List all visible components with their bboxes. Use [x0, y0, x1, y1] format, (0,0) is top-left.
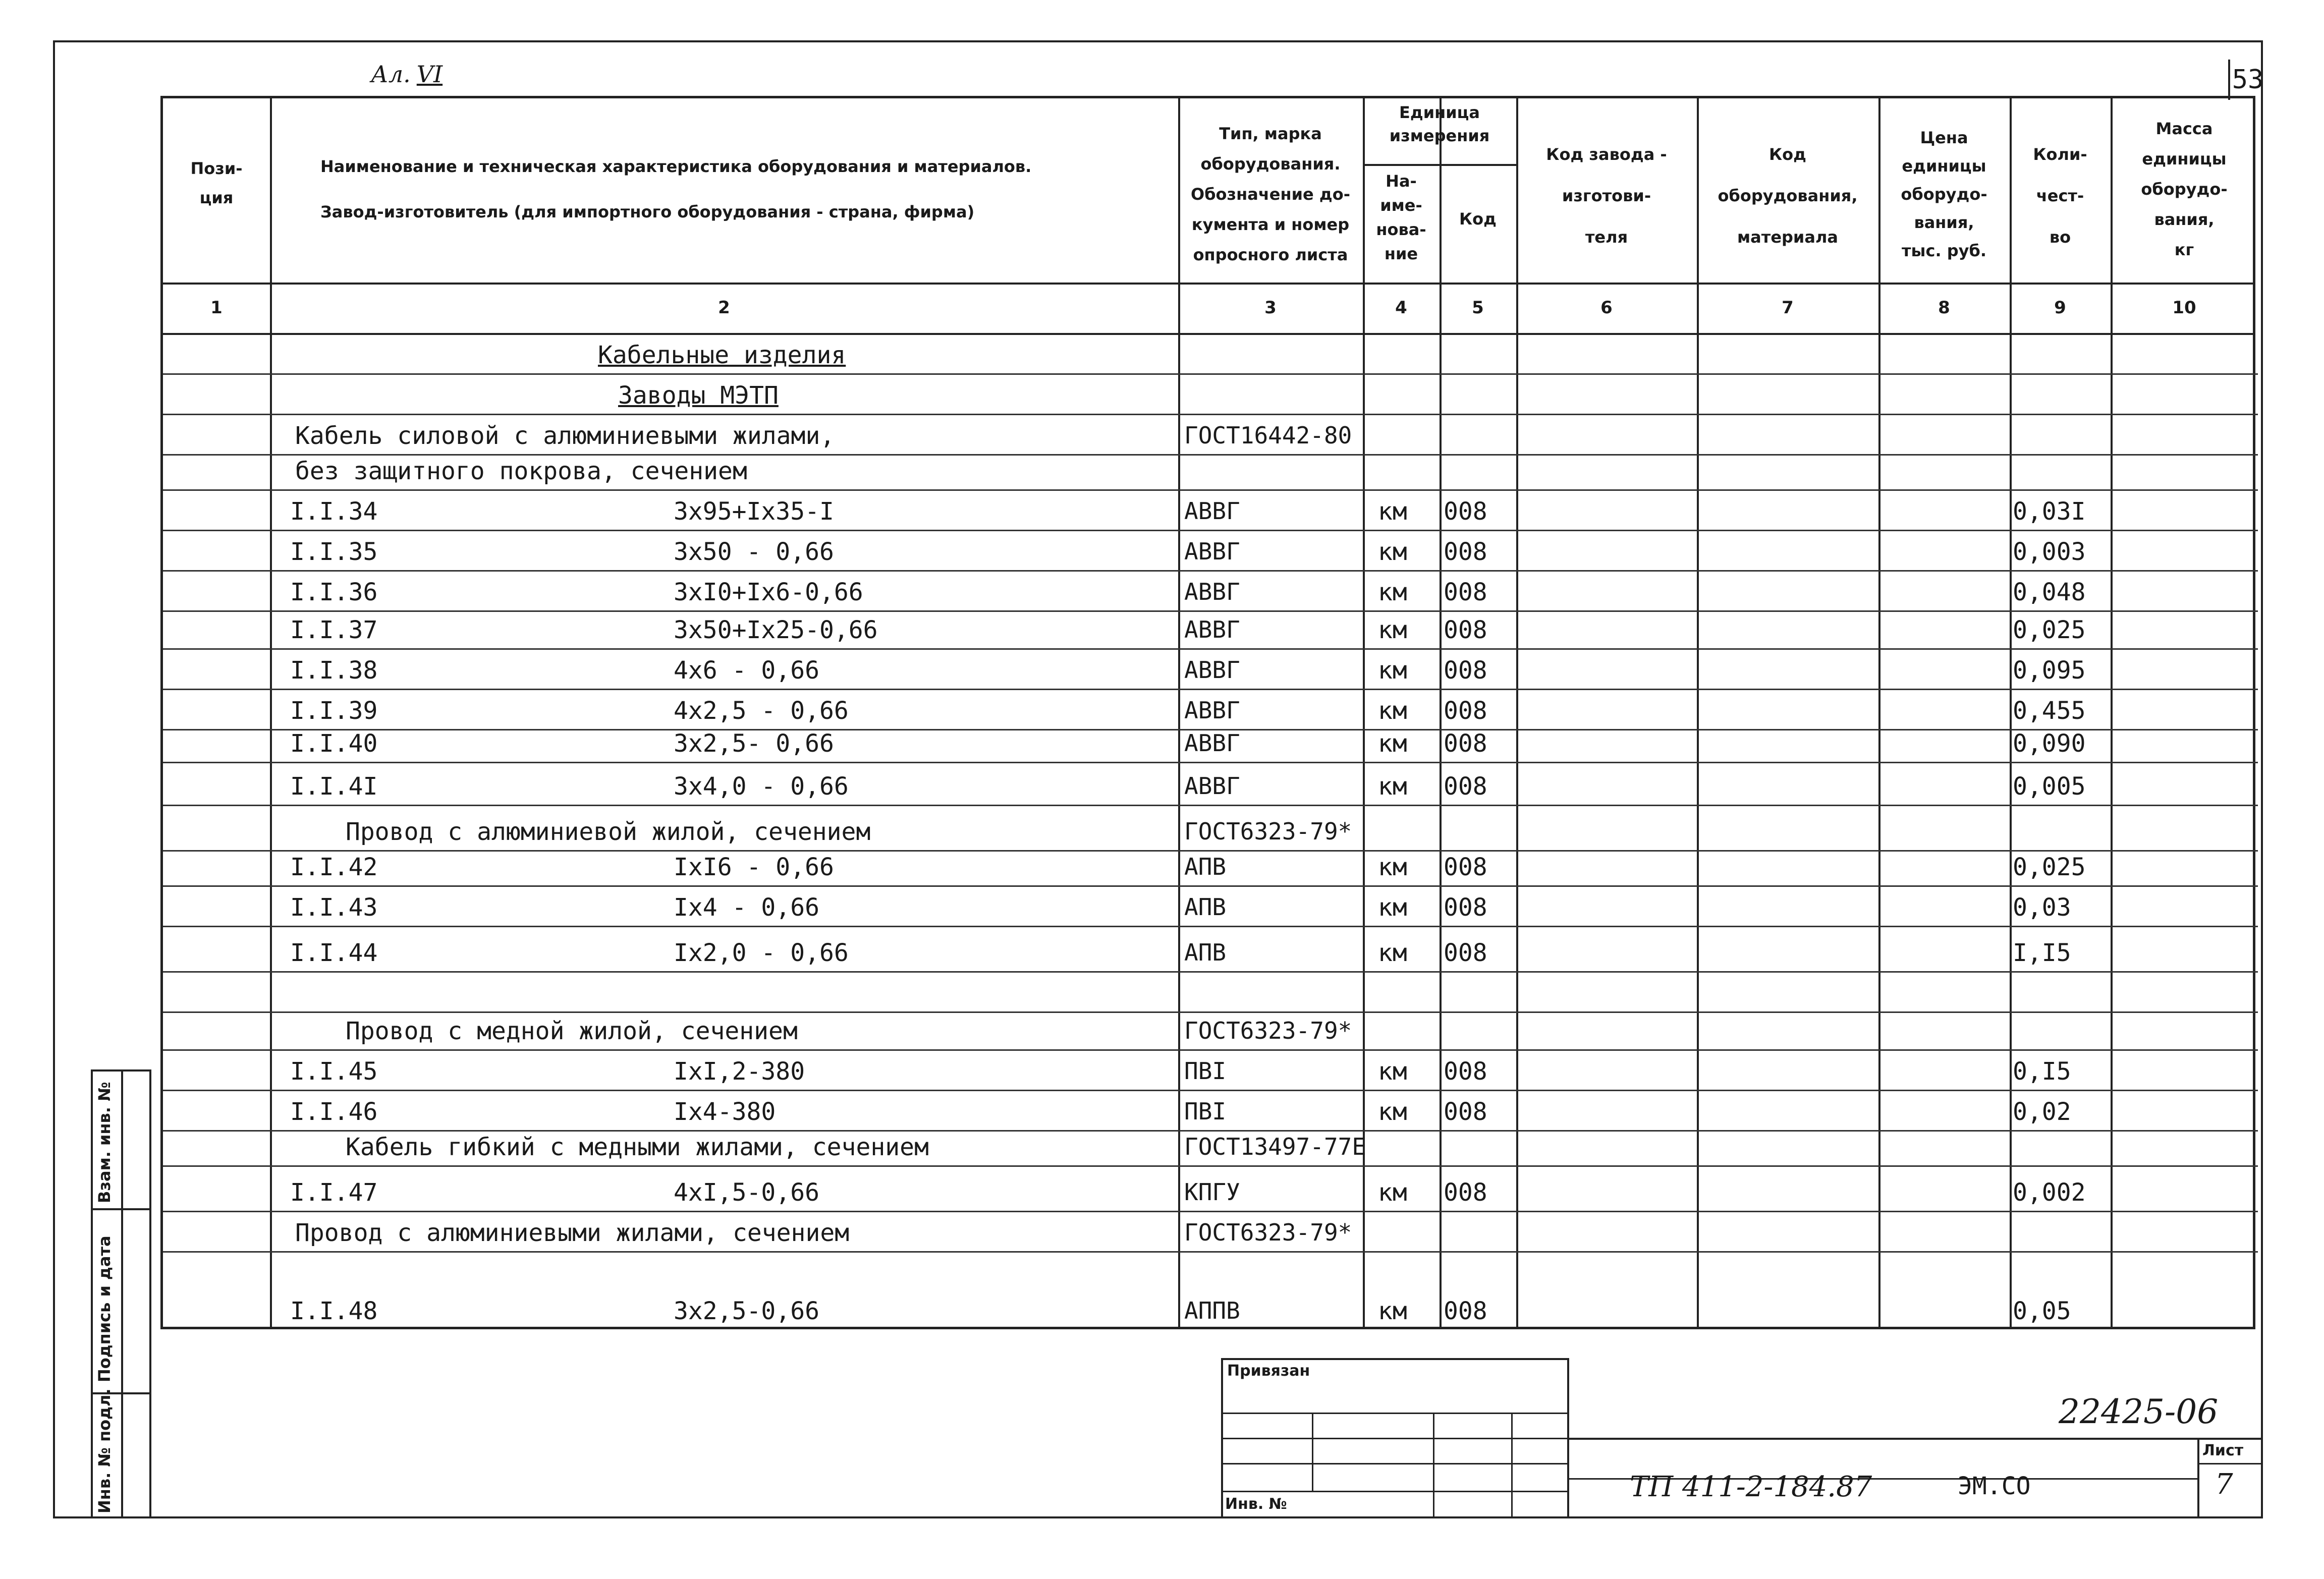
row-position: I.I.39: [290, 697, 378, 725]
row-unit: км: [1378, 538, 1407, 566]
row-type-mark: КПГУ: [1184, 1178, 1240, 1206]
row-unit: км: [1378, 656, 1407, 685]
header-plant-code-line: Код завода -: [1546, 145, 1667, 164]
header-unit-name-line: ние: [1384, 244, 1418, 263]
row-position: I.I.37: [290, 616, 378, 644]
stamp-sheet-hline: [2197, 1463, 2263, 1464]
row-name: Провод с алюминиевой жилой, сечением: [346, 818, 871, 846]
header-price: [1878, 124, 2010, 265]
header-quantity: [2010, 134, 2111, 258]
table-row-rule: [163, 373, 2258, 375]
section-code: ЭМ.СО: [1958, 1472, 2031, 1500]
table-row-rule: [163, 926, 2258, 927]
header-mass-line: вания,: [2154, 210, 2215, 229]
row-unit-code: 008: [1444, 1057, 1487, 1086]
side-label-inv-orig: Инв. № подл.: [95, 1388, 114, 1513]
row-name: без защитного покрова, сечением: [295, 457, 747, 485]
row-position: I.I.46: [290, 1098, 378, 1126]
row-type-mark: АВВГ: [1184, 616, 1240, 643]
row-unit-code: 008: [1444, 729, 1487, 758]
row-type-mark: АВВГ: [1184, 772, 1240, 800]
header-price-line: оборудо-: [1901, 185, 1987, 204]
row-cross-section: 4хI,5-0,66: [674, 1178, 819, 1207]
row-quantity: 0,05: [2013, 1297, 2071, 1325]
stamp-sheet-vline: [2197, 1438, 2199, 1518]
row-position: I.I.38: [290, 656, 378, 685]
row-cross-section: 3х50 - 0,66: [674, 538, 834, 566]
row-unit: км: [1378, 578, 1407, 606]
header-material-code-line: Код: [1769, 145, 1806, 164]
row-name: Провод с алюминиевыми жилами, сечением: [295, 1219, 850, 1247]
row-position: I.I.34: [290, 497, 378, 526]
row-cross-section: Iх2,0 - 0,66: [674, 939, 849, 967]
row-unit-code: 008: [1444, 656, 1487, 685]
header-position-line: ция: [199, 188, 234, 207]
table-row-rule: [163, 1211, 2258, 1212]
row-quantity: 0,025: [2013, 616, 2086, 644]
row-unit: км: [1378, 1057, 1407, 1086]
row-quantity: 0,090: [2013, 729, 2086, 758]
sheet-number: 7: [2215, 1468, 2233, 1501]
row-position: I.I.35: [290, 538, 378, 566]
header-unit-name: [1363, 169, 1440, 266]
header-plant-code-line: изготови-: [1562, 186, 1651, 205]
header-price-line: тыс. руб.: [1901, 241, 1986, 260]
header-position-line: Пози-: [190, 159, 243, 178]
row-quantity: 0,003: [2013, 538, 2086, 566]
row-heading: Заводы МЭТП: [618, 381, 779, 410]
header-position: [163, 154, 270, 212]
stamp-bound-label: Привязан: [1227, 1362, 1310, 1380]
stamp-inv-label: Инв. №: [1225, 1495, 1287, 1513]
side-label-sign-date: Подпись и дата: [95, 1235, 114, 1382]
header-unit-line: Единица: [1399, 103, 1480, 122]
table-row-rule: [163, 1011, 2258, 1013]
table-row-rule: [163, 689, 2258, 690]
header-unit: [1363, 101, 1516, 147]
table-row-rule: [163, 570, 2258, 572]
row-cross-section: 3х4,0 - 0,66: [674, 772, 849, 801]
row-unit-code: 008: [1444, 1178, 1487, 1207]
table-row-rule: [163, 1251, 2258, 1253]
header-type-line: оборудования.: [1200, 154, 1341, 174]
header-mass-line: единицы: [2142, 149, 2227, 168]
row-unit: км: [1378, 1098, 1407, 1126]
row-unit: км: [1378, 616, 1407, 644]
row-cross-section: 3х50+Iх25-0,66: [674, 616, 878, 644]
header-plant-code-line: теля: [1585, 228, 1628, 247]
header-material-code-line: материала: [1737, 228, 1838, 247]
document-code: ТП 411-2-184.87: [1630, 1471, 1872, 1503]
header-price-line: вания,: [1914, 213, 1974, 232]
header-price-line: единицы: [1902, 156, 1986, 176]
row-unit-code: 008: [1444, 1297, 1487, 1325]
header-type: [1178, 119, 1363, 270]
row-type-mark: ПВI: [1184, 1057, 1227, 1085]
header-type-line: Обозначение до-: [1191, 185, 1350, 204]
row-type-mark: АППВ: [1184, 1297, 1240, 1324]
stamp-line: [1221, 1491, 1569, 1492]
stamp-line: [1221, 1438, 1569, 1439]
header-material-code-line: оборудования,: [1718, 186, 1858, 205]
row-cross-section: 4х6 - 0,66: [674, 656, 819, 685]
row-quantity: 0,I5: [2013, 1057, 2071, 1086]
side-label-replaced-inv: Взам. инв. №: [95, 1082, 114, 1203]
row-unit-code: 008: [1444, 697, 1487, 725]
header-name-line: Наименование и техническая характеристика оборудования и материалов.: [320, 157, 1032, 176]
sheet-label: Лист: [2202, 1442, 2244, 1459]
row-type-mark: АВВГ: [1184, 729, 1240, 757]
row-unit: км: [1378, 697, 1407, 725]
row-type-mark: АПВ: [1184, 939, 1227, 966]
row-unit: км: [1378, 729, 1407, 758]
row-unit: км: [1378, 853, 1407, 881]
page-number: 53: [2228, 60, 2265, 100]
row-position: I.I.48: [290, 1297, 378, 1325]
stamp-vline: [1511, 1413, 1513, 1518]
row-quantity: 0,02: [2013, 1098, 2071, 1126]
row-type-mark: ГОСТ6323-79*: [1184, 1017, 1352, 1044]
stamp-line: [1221, 1413, 1569, 1414]
row-quantity: 0,048: [2013, 578, 2086, 606]
unit-header-rule: [1363, 164, 1516, 166]
header-type-line: кумента и номер: [1191, 215, 1350, 234]
row-name: Кабель гибкий с медными жилами, сечением: [346, 1133, 929, 1161]
row-position: I.I.40: [290, 729, 378, 758]
header-unit-line: измерения: [1389, 126, 1490, 145]
row-quantity: 0,03: [2013, 893, 2071, 922]
row-heading: Кабельные изделия: [598, 341, 846, 369]
row-quantity: 0,002: [2013, 1178, 2086, 1207]
column-number: 7: [1782, 298, 1794, 318]
table-row-rule: [163, 1049, 2258, 1051]
row-type-mark: ГОСТ6323-79*: [1184, 1219, 1352, 1246]
header-mass-line: кг: [2174, 240, 2194, 259]
row-unit: км: [1378, 893, 1407, 922]
row-cross-section: IхI,2-380: [674, 1057, 805, 1086]
side-divider: [121, 1069, 123, 1518]
table-row-rule: [163, 454, 2258, 456]
row-cross-section: Iх4 - 0,66: [674, 893, 819, 922]
header-type-line: опросного листа: [1193, 245, 1348, 264]
row-cross-section: 3хI0+Iх6-0,66: [674, 578, 863, 606]
row-unit: км: [1378, 939, 1407, 967]
header-unit-code: Код: [1459, 209, 1497, 229]
row-type-mark: АПВ: [1184, 853, 1227, 880]
row-position: I.I.47: [290, 1178, 378, 1207]
row-unit-code: 008: [1444, 853, 1487, 881]
row-position: I.I.4I: [290, 772, 378, 801]
table-row-rule: [163, 762, 2258, 763]
row-cross-section: 3х2,5- 0,66: [674, 729, 834, 758]
column-number: 6: [1600, 298, 1613, 318]
header-name: [320, 144, 1178, 235]
stamp-line: [1221, 1463, 1569, 1464]
row-unit-code: 008: [1444, 893, 1487, 922]
table-row-rule: [163, 530, 2258, 531]
row-unit-code: 008: [1444, 772, 1487, 801]
row-quantity: 0,025: [2013, 853, 2086, 881]
row-quantity: 0,095: [2013, 656, 2086, 685]
row-unit: км: [1378, 1297, 1407, 1325]
row-quantity: 0,03I: [2013, 497, 2086, 526]
header-mass: [2111, 114, 2258, 265]
album-number: 22425-06: [2059, 1392, 2219, 1431]
specification-table: [160, 96, 2255, 1329]
table-row-rule: [163, 1130, 2258, 1132]
header-type-line: Тип, марка: [1219, 124, 1322, 143]
table-row-rule: [163, 648, 2258, 650]
row-name: Провод с медной жилой, сечением: [346, 1017, 798, 1045]
row-unit: км: [1378, 772, 1407, 801]
row-cross-section: Iх4-380: [674, 1098, 776, 1126]
header-unit-name-line: На-: [1386, 172, 1417, 191]
column-number: 5: [1472, 298, 1484, 318]
header-price-line: Цена: [1920, 128, 1968, 147]
row-unit-code: 008: [1444, 578, 1487, 606]
header-quantity-line: чест-: [2036, 186, 2084, 205]
header-unit-name-line: нова-: [1376, 220, 1426, 239]
row-position: I.I.45: [290, 1057, 378, 1086]
sheet-mark-roman: VI: [416, 61, 443, 88]
column-number: 1: [210, 298, 223, 318]
row-position: I.I.36: [290, 578, 378, 606]
table-row-rule: [163, 1090, 2258, 1091]
row-unit-code: 008: [1444, 939, 1487, 967]
row-unit-code: 008: [1444, 616, 1487, 644]
table-row-rule: [163, 1165, 2258, 1167]
header-plant-code: [1516, 134, 1697, 258]
column-number: 4: [1395, 298, 1407, 318]
row-type-mark: АВВГ: [1184, 697, 1240, 724]
header-name-line: Завод-изготовитель (для импортного оборудования - страна, фирма): [320, 202, 975, 221]
side-divider: [91, 1208, 151, 1210]
table-row-rule: [163, 414, 2258, 415]
column-number: 8: [1938, 298, 1950, 318]
numbering-rule: [163, 333, 2253, 335]
header-mass-line: Масса: [2155, 119, 2213, 138]
table-row-rule: [163, 971, 2258, 973]
row-type-mark: АПВ: [1184, 893, 1227, 921]
row-type-mark: ГОСТ16442-80: [1184, 422, 1352, 449]
row-cross-section: 4х2,5 - 0,66: [674, 697, 849, 725]
row-quantity: I,I5: [2013, 939, 2071, 967]
row-unit: км: [1378, 497, 1407, 526]
row-position: I.I.42: [290, 853, 378, 881]
row-unit-code: 008: [1444, 497, 1487, 526]
stamp-vline: [1312, 1413, 1313, 1491]
column-number: 9: [2054, 298, 2066, 318]
header-material-code: [1697, 134, 1878, 258]
row-unit-code: 008: [1444, 1098, 1487, 1126]
sheet-mark-prefix: Ал.: [371, 61, 411, 88]
table-row-rule: [163, 610, 2258, 612]
column-number: 2: [718, 298, 730, 318]
table-row-rule: [163, 885, 2258, 887]
row-cross-section: IхI6 - 0,66: [674, 853, 834, 881]
row-name: Кабель силовой с алюминиевыми жилами,: [295, 422, 835, 450]
header-mass-line: оборудо-: [2141, 180, 2228, 199]
row-position: I.I.43: [290, 893, 378, 922]
row-cross-section: 3х2,5-0,66: [674, 1297, 819, 1325]
row-type-mark: ГОСТ6323-79*: [1184, 818, 1352, 845]
table-row-rule: [163, 489, 2258, 491]
header-unit-name-line: име-: [1380, 196, 1422, 215]
row-unit: км: [1378, 1178, 1407, 1207]
stamp-vline: [1433, 1413, 1434, 1518]
sheet-mark: [371, 61, 442, 88]
row-type-mark: АВВГ: [1184, 497, 1240, 525]
table-row-rule: [163, 805, 2258, 806]
row-quantity: 0,455: [2013, 697, 2086, 725]
row-unit-code: 008: [1444, 538, 1487, 566]
header-quantity-line: во: [2049, 228, 2071, 247]
row-type-mark: ПВI: [1184, 1098, 1227, 1125]
row-type-mark: АВВГ: [1184, 578, 1240, 605]
column-number: 10: [2172, 298, 2196, 318]
row-type-mark: АВВГ: [1184, 538, 1240, 565]
row-quantity: 0,005: [2013, 772, 2086, 801]
row-cross-section: 3х95+Iх35-I: [674, 497, 834, 526]
row-type-mark: ГОСТ13497-77Е: [1184, 1133, 1366, 1160]
stamp-main-line: [1569, 1438, 2263, 1440]
header-quantity-line: Коли-: [2033, 145, 2087, 164]
column-number: 3: [1264, 298, 1277, 318]
row-position: I.I.44: [290, 939, 378, 967]
row-type-mark: АВВГ: [1184, 656, 1240, 684]
table-row-rule: [163, 850, 2258, 852]
